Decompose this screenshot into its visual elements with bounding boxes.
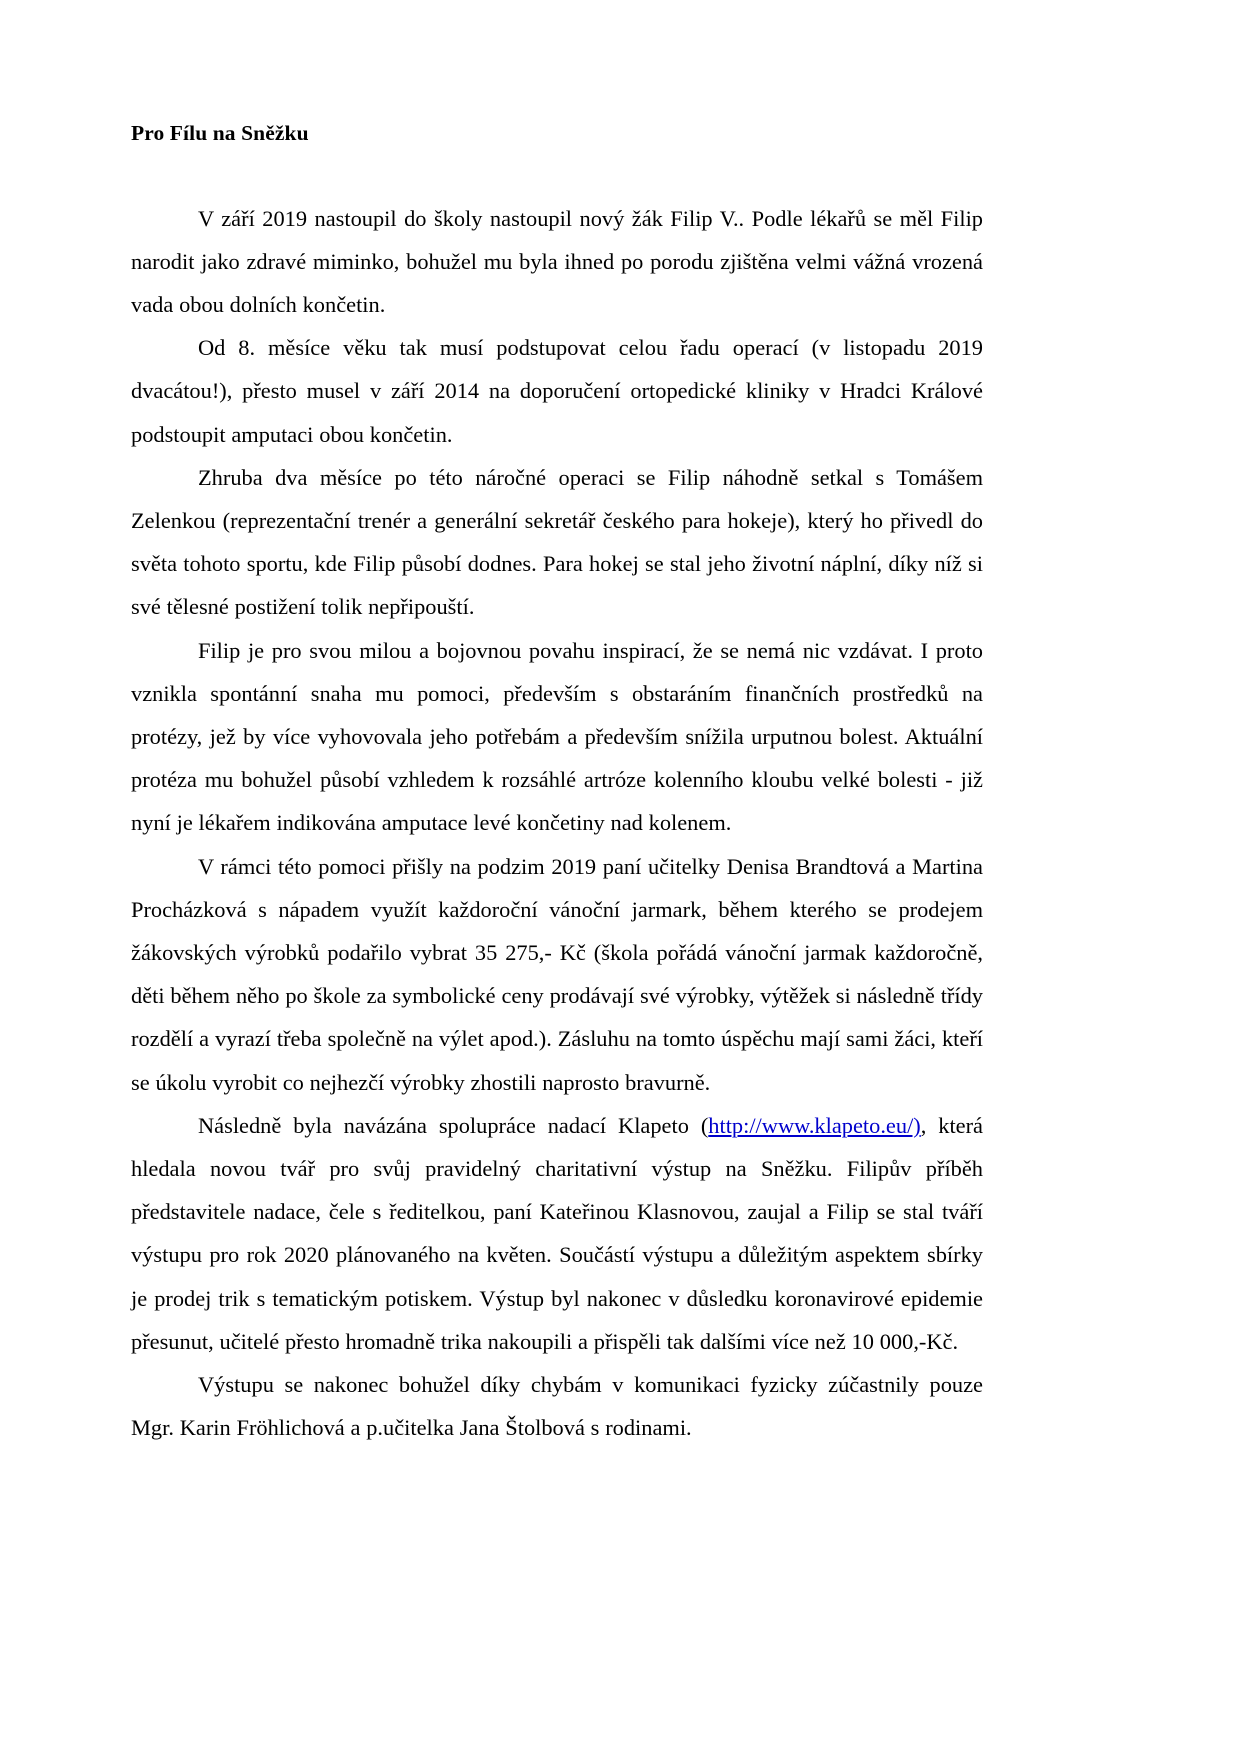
- paragraph-meeting-zelenka: Zhruba dva měsíce po této náročné operaci se Filip náhodně setkal s Tomášem Zelenkou (reprezentační trenér a generální sekretář českého para hokeje), který ho přivedl do světa tohoto sportu, kde Filip působí dodnes. Para hokej se stal jeho životní náplní, díky níž si své tělesné postižení tolik nepřipouští.: [131, 464, 983, 620]
- paragraph-operations: Od 8. měsíce věku tak musí podstupovat celou řadu operací (v listopadu 2019 dvacátou!), přesto musel v září 2014 na doporučení ortopedické kliniky v Hradci Králové podstoupit amputaci obou končetin.: [131, 335, 983, 447]
- paragraph-klapeto-tail: , která hledala novou tvář pro svůj pravidelný charitativní výstup na Sněžku. Filipův příběh představitele nadace, čele s ředitelkou, paní Kateřinou Klasnovou, zaujal a Filip se stal tváří výstupu pro rok 2020 plánovaného na květen. Součástí výstupu a důležitým aspektem sbírky je prodej trik s tematickým potiskem. Výstup byl nakonec v důsledku koronavirové epidemie přesunut, učitelé přesto hromadně trika nakoupili a přispěli tak dalšími více než 10 000,-Kč.: [131, 1112, 983, 1354]
- title-spacer: [131, 148, 983, 197]
- document-body: [131, 120, 983, 1449]
- paragraph-intro: V září 2019 nastoupil do školy nastoupil nový žák Filip V.. Podle lékařů se měl Filip narodit jako zdravé miminko, bohužel mu byla ihned po porodu zjištěna velmi vážná vrozená vada obou dolních končetin.: [131, 205, 983, 317]
- paragraph-final-participants: Výstupu se nakonec bohužel díky chybám v komunikaci fyzicky zúčastnily pouze Mgr. Karin Fröhlichová a p.učitelka Jana Štolbová s rodinami.: [131, 1372, 983, 1441]
- paragraph-klapeto-foundation: [131, 1104, 983, 1363]
- page-title: Pro Fílu na Sněžku: [131, 121, 309, 145]
- paragraph-christmas-market: V rámci této pomoci přišly na podzim 2019 paní učitelky Denisa Brandtová a Martina Procházková s nápadem využít každoroční vánoční jarmark, během kterého se prodejem žákovských výrobků podařilo vybrat 35 275,- Kč (škola pořádá vánoční jarmak každoročně, děti během něho po škole za symbolické ceny prodávají své výrobky, výtěžek si následně třídy rozdělí a vyrazí třeba společně na výlet apod.). Zásluhu na tomto úspěchu mají sami žáci, kteří se úkolu vyrobit co nejhezčí výrobky zhostili naprosto bravurně.: [131, 853, 983, 1095]
- paragraph-inspiration-prosthesis: Filip je pro svou milou a bojovnou povahu inspirací, že se nemá nic vzdávat. I proto vznikla spontánní snaha mu pomoci, především s obstaráním finančních prostředků na protézy, jež by více vyhovovala jeho potřebám a především snížila urputnou bolest. Aktuální protéza mu bohužel působí vzhledem k rozsáhlé artróze kolenního kloubu velké bolesti - již nyní je lékařem indikována amputace levé končetiny nad kolenem.: [131, 637, 983, 836]
- paragraph-klapeto-lead: Následně byla navázána spolupráce nadací Klapeto (: [198, 1112, 709, 1138]
- klapeto-website-link[interactable]: http://www.klapeto.eu/): [708, 1112, 921, 1138]
